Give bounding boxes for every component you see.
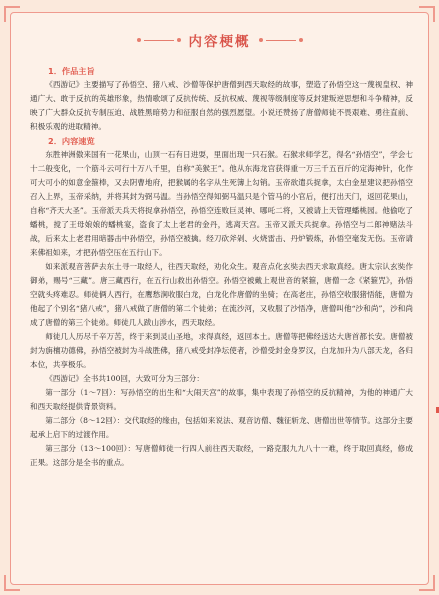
title-bar	[0, 30, 439, 50]
paragraph: 如来派观音菩萨去东土寻一取经人，往西天取经，劝化众生。观音点化玄奘去西天求取真经。唐太宗认玄奘作御弟，赐号“三藏”。唐三藏西行，在五行山救出孙悟空。孙悟空被戴上观世音的紧箍，唐僧一念《紧箍咒》，孙悟空就头疼难忍。师徒俩人西行，在鹰愁涧收服白龙，白龙化作唐僧的坐骑；在高老庄，孙悟空收服猪悟能，唐僧为他起了个别名“猪八戒”，猪八戒做了唐僧的第二个徒弟；在流沙河，又收服了沙悟净，唐僧叫他“沙和尚”，沙和尚成了唐僧的第三个徒弟。师徒几人跋山涉水，西天取经。	[30, 262, 413, 327]
title-flourish-right	[259, 38, 303, 42]
paragraph: 师徒几人历尽千辛万苦，终于来到灵山圣地，求得真经，返回本土。唐僧等把佛经送达大唐首都长安。唐僧被封为旃檀功德佛，孙悟空被封为斗战胜佛，猪八戒受封净坛使者，沙僧受封金身罗汉，白龙加升为八部天龙，各归本位，共享极乐。	[30, 332, 413, 369]
paragraph: 第一部分（1～7回）：写孙悟空的出生和“大闹天宫”的故事，集中表现了孙悟空的反抗精神，为他的神通广大和西天取经提供背景资料。	[30, 388, 413, 411]
paragraph: 第三部分（13～100回）：写唐僧师徒一行四人前往西天取经，一路克服九九八十一难，终于取回真经，修成正果。这部分是全书的重点。	[30, 444, 413, 467]
paragraph: 第二部分（8～12回）：交代取经的缘由，包括如来说法、观音访僧、魏征斩龙、唐僧出世等情节。这部分主要起承上启下的过渡作用。	[30, 416, 413, 439]
corner-ornament	[4, 575, 20, 591]
paragraph: 《西游记》主要描写了孙悟空、猪八戒、沙僧等保护唐僧到西天取经的故事，塑造了孙悟空这一蔑视皇权、神通广大、敢于反抗的英雄形象，热情歌颂了反抗传统、反抗权威、蔑视等级制度等反封建叛逆思想和斗争精神，反映了广大群众反抗专制压迫、战胜黑暗势力和征服自然的强烈愿望。小说还赞扬了唐僧师徒不畏艰难、勇往直前、积极乐观的进取精神。	[30, 80, 413, 131]
section-heading: 1．作品主旨	[48, 66, 95, 76]
corner-ornament	[4, 6, 20, 22]
page-title: 内容梗概	[188, 34, 251, 50]
paragraph: 《西游记》全书共100回，大致可分为三部分：	[45, 374, 204, 383]
title-flourish-left	[137, 38, 181, 42]
content	[30, 64, 413, 470]
corner-ornament	[419, 6, 435, 22]
paragraph: 东胜神洲傲来国有一花果山，山顶一石有日进耍，里面出现一只石猴。石猴求师学艺，得名“孙悟空”，学会七十二般变化，一个筋斗云可行十万八千里，自称“美猴王”。他从东海龙宫获得重一万三千五百斤的定海神针，化作可大可小的如意金箍棒，又去阴曹地府，把猴属的名字从生死簿上勾销。玉帝欲遣兵捉拿，太白金星建议把孙悟空召入上界，玉帝采纳，并将其封为弼马温。当孙悟空得知弼马温只是个管马的小官后，便打出天门，返回花果山，自称“齐天大圣”。玉帝派天兵天将捉拿孙悟空，孙悟空连败巨灵神、哪吒二将，又被请上天管理蟠桃园。他偷吃了蟠桃，搅了王母娘娘的蟠桃宴，盗食了太上老君的金丹，逃离天宫。玉帝又派天兵捉拿。孙悟空与二郎神赌法斗战，后来太上老君用暗器击中孙悟空，孙悟空被擒。经刀砍斧剁、火烧雷击、丹炉锻炼，孙悟空毫发无伤。玉帝请来佛祖如来，才把孙悟空压在五行山下。	[30, 150, 413, 257]
section-heading: 2．内容速览	[48, 136, 95, 146]
corner-ornament	[419, 575, 435, 591]
